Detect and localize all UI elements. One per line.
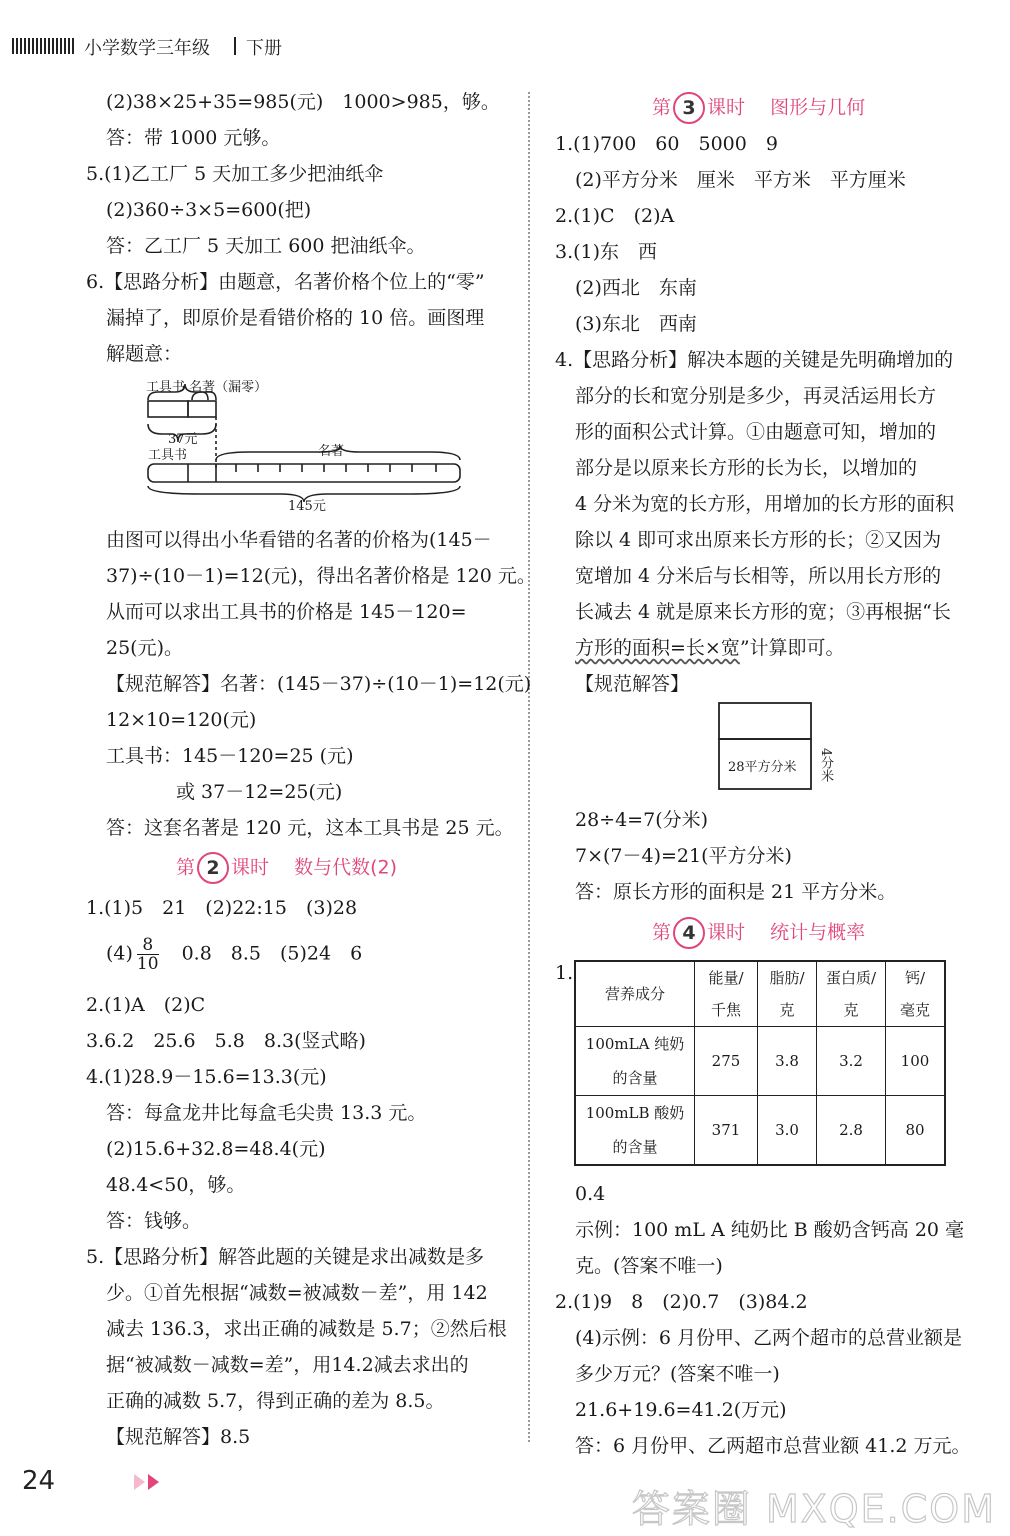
- text-line: 21.6+19.6=41.2(万元): [575, 1399, 787, 1421]
- text-line: 7×(7－4)=21(平方分米): [575, 845, 792, 867]
- header-calcium: 钙/ 毫克: [899, 969, 930, 1019]
- answer-tag: 【规范解答】: [575, 673, 690, 695]
- table-row: [575, 1027, 945, 1096]
- table-cell: 3.2: [817, 1027, 886, 1096]
- text-line: 部分的长和宽分别是多少，再灵活运用长方: [575, 385, 937, 407]
- text-line: 正确的减数 5.7，得到正确的差为 8.5。: [106, 1390, 445, 1412]
- text-line: 48.4<50，够。: [106, 1174, 246, 1196]
- fraction-denominator: 10: [136, 954, 159, 974]
- table-header-cell: [886, 961, 946, 1027]
- table-header-cell: 营养成分: [575, 961, 695, 1027]
- text-line: 从而可以求出工具书的价格是 145－120=: [106, 601, 467, 623]
- diagram-left-label: 工具书: [148, 448, 188, 463]
- table-cell: [575, 1027, 695, 1096]
- lesson-suffix: 课时: [231, 856, 270, 879]
- text-line: 示例：100 mL A 纯奶比 B 酸奶含钙高 20 毫: [575, 1219, 965, 1241]
- table-cell: 80: [886, 1096, 946, 1166]
- text-line: 28÷4=7(分米): [575, 809, 709, 831]
- diagram-total: 145元: [288, 499, 326, 514]
- text-line: 克。(答案不唯一): [575, 1255, 723, 1277]
- rect-side-label: 4分米: [818, 748, 833, 783]
- text-line: 2.(1)A (2)C: [86, 994, 206, 1016]
- text-line: 形的面积公式计算。①由题意可知，增加的: [575, 421, 937, 443]
- diagram-right-label: 名著: [318, 444, 345, 459]
- wavy-formula: 方形的面积=长×宽: [575, 637, 740, 659]
- text-line: 4 分米为宽的长方形，用增加的长方形的面积: [575, 493, 955, 515]
- text-line: 答：这套名著是 120 元，这本工具书是 25 元。: [106, 817, 514, 839]
- lesson-title: 统计与概率: [770, 921, 866, 944]
- lesson-number: 4: [673, 917, 705, 949]
- text-line: 25(元)。: [106, 637, 184, 659]
- text-line: 宽增加 4 分米后与长相等，所以用长方形的: [575, 565, 942, 587]
- question-number: 1.: [555, 962, 574, 984]
- text-line: 少。①首先根据“减数=被减数－差”，用 142: [106, 1282, 488, 1304]
- lesson-number: 2: [197, 852, 229, 884]
- fraction-numerator: 8: [137, 936, 159, 955]
- column-divider: [528, 92, 530, 1442]
- table-cell: 3.0: [758, 1096, 817, 1166]
- nutrition-table: [574, 960, 946, 1166]
- text-line: 答：带 1000 元够。: [106, 127, 281, 149]
- lesson-suffix: 课时: [707, 921, 746, 944]
- header-fat: 脂肪/ 克: [769, 969, 805, 1019]
- lesson-heading-3: [652, 92, 865, 124]
- text-line: 漏掉了，即原价是看错价格的 10 倍。画图理: [106, 307, 485, 329]
- text-line: 工具书：145－120=25 (元): [106, 745, 354, 767]
- table-row: [575, 1096, 945, 1166]
- text-line: 答：6 月份甲、乙两超市总营业额 41.2 万元。: [575, 1435, 971, 1457]
- table-header-cell: [758, 961, 817, 1027]
- text-line: 多少万元？(答案不唯一): [575, 1363, 780, 1385]
- lesson-number: 3: [673, 92, 705, 124]
- lesson-prefix: 第: [652, 96, 672, 119]
- table-header-row: [575, 961, 945, 1027]
- text-line: (2)平方分米 厘米 平方米 平方厘米: [575, 169, 906, 191]
- lesson-prefix: 第: [176, 856, 196, 879]
- text-line-wavy: [575, 635, 845, 661]
- book-volume: 下册: [246, 38, 282, 59]
- row-label: 100mLA 纯奶 的含量: [585, 1035, 685, 1087]
- text-line: 由图可以得出小华看错的名著的价格为(145－: [106, 529, 492, 551]
- row-label: 100mLB 酸奶 的含量: [585, 1104, 685, 1156]
- text-line: 答：乙工厂 5 天加工 600 把油纸伞。: [106, 235, 426, 257]
- lesson-suffix: 课时: [707, 96, 746, 119]
- text-line: 答：每盒龙井比每盒毛尖贵 13.3 元。: [106, 1102, 427, 1124]
- header-separator: [234, 37, 236, 55]
- rect-area-label: 28平方分米: [728, 760, 797, 775]
- page-number: 24: [22, 1466, 56, 1496]
- lesson-heading-4: [652, 917, 865, 949]
- text-line: 2.(1)9 8 (2)0.7 (3)84.2: [555, 1291, 808, 1313]
- header-stripes: [12, 38, 74, 54]
- text-line: 12×10=120(元): [106, 709, 257, 731]
- text-line: 3.(1)东 西: [555, 241, 658, 263]
- table-cell: 2.8: [817, 1096, 886, 1166]
- table-header-cell: [817, 961, 886, 1027]
- table-cell: [575, 1096, 695, 1166]
- text-line: 37)÷(10－1)=12(元)，得出名著价格是 120 元。: [106, 565, 536, 587]
- text-line: 除以 4 即可求出原来长方形的长；②又因为: [575, 529, 942, 551]
- text-line: 答：原长方形的面积是 21 平方分米。: [575, 881, 897, 903]
- diagram-mid-value: 37元: [168, 432, 198, 447]
- text-line: 1.(1)700 60 5000 9: [555, 133, 778, 155]
- wavy-line-rest: ”计算即可。: [739, 637, 845, 659]
- text-line: (2)15.6+32.8=48.4(元): [106, 1138, 326, 1160]
- text-line: 5.(1)乙工厂 5 天加工多少把油纸伞: [86, 163, 384, 185]
- text-line: 或 37－12=25(元): [176, 781, 343, 803]
- arrow-icon: [148, 1474, 159, 1490]
- fraction-line-rest: 0.8 8.5 (5)24 6: [162, 942, 363, 965]
- text-line: 答：钱够。: [106, 1210, 202, 1232]
- table-cell: 371: [695, 1096, 758, 1166]
- text-line: 0.4: [575, 1183, 606, 1205]
- header-energy: 能量/ 千焦: [708, 969, 744, 1019]
- header-protein: 蛋白质/ 克: [825, 969, 877, 1019]
- watermark: 答案圈 MXQE.COM: [631, 1487, 996, 1531]
- text-line: 2.(1)C (2)A: [555, 205, 675, 227]
- text-line: 据“被减数－减数=差”，用14.2减去求出的: [106, 1354, 469, 1376]
- text-line: 5.【思路分析】解答此题的关键是求出减数是多: [86, 1246, 485, 1268]
- text-line: 【规范解答】名著：(145－37)÷(10－1)=12(元): [106, 673, 532, 695]
- lesson-prefix: 第: [652, 921, 672, 944]
- text-line: 长减去 4 就是原来长方形的宽；③再根据“长: [575, 601, 951, 623]
- text-line: (2)西北 东南: [575, 277, 697, 299]
- text-line: 解题意：: [106, 343, 183, 365]
- text-line: 1.(1)5 21 (2)22:15 (3)28: [86, 897, 358, 919]
- text-line: 部分是以原来长方形的长为长，以增加的: [575, 457, 918, 479]
- table-cell: 100: [886, 1027, 946, 1096]
- arrow-icon: [134, 1474, 145, 1490]
- table-cell: 275: [695, 1027, 758, 1096]
- diagram-top-label: 工具书 名著（漏零）: [146, 380, 268, 395]
- text-line: (4)示例：6 月份甲、乙两个超市的总营业额是: [575, 1327, 963, 1349]
- text-line: 【规范解答】8.5: [106, 1426, 251, 1448]
- text-line: (3)东北 西南: [575, 313, 697, 335]
- text-line: 减去 136.3，求出正确的减数是 5.7；②然后根: [106, 1318, 507, 1340]
- lesson-title: 数与代数(2): [294, 856, 397, 879]
- text-line: (2)360÷3×5=600(把): [106, 199, 312, 221]
- text-line: (2)38×25+35=985(元) 1000>985，够。: [106, 91, 500, 113]
- text-line: 3.6.2 25.6 5.8 8.3(竖式略): [86, 1030, 366, 1052]
- lesson-title: 图形与几何: [770, 96, 866, 119]
- lesson-heading-2: [176, 852, 397, 884]
- text-line: 6.【思路分析】由题意，名著价格个位上的“零”: [86, 271, 485, 293]
- table-cell: 3.8: [758, 1027, 817, 1096]
- book-title: 小学数学三年级: [84, 38, 210, 59]
- text-line: 4.(1)28.9－15.6=13.3(元): [86, 1066, 327, 1088]
- text-line: 4.【思路分析】解决本题的关键是先明确增加的: [555, 349, 954, 371]
- fraction: [137, 936, 159, 973]
- fraction-line: [106, 936, 362, 973]
- fraction-line-prefix: (4): [106, 942, 133, 965]
- table-header-cell: [695, 961, 758, 1027]
